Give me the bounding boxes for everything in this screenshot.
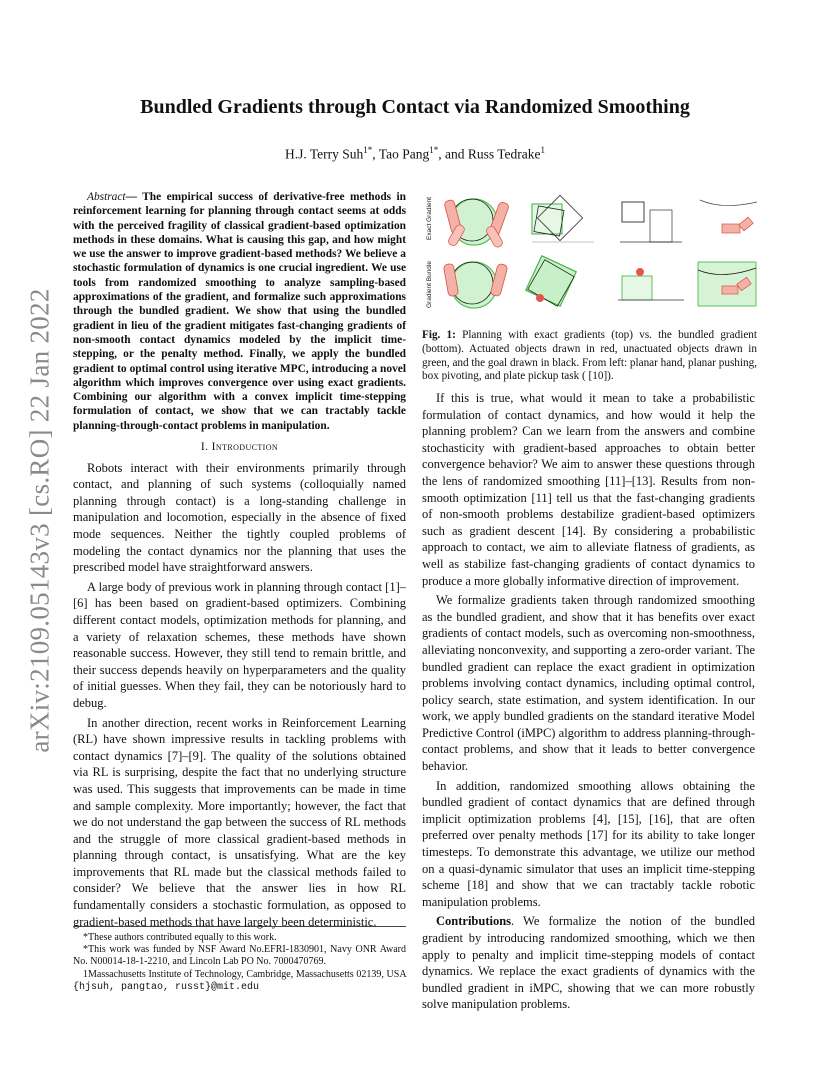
footnote bbox=[73, 969, 406, 994]
author-name: Russ Tedrake bbox=[467, 146, 541, 162]
author-separator: , bbox=[372, 146, 379, 162]
body-paragraph: We formalize gradients taken through randomized smoothing as the bundled gradient, and show that it has benefits over exact gradients of contact models, such as overcoming non-smoothness, alleviating nonconvexity, and supporting a zero-order variant. The bundled gradient can replace the exact gradient in optimization problems involving contact dynamics, including optimal control, policy search, state estimation, and system identification. In our work, we apply bundled gradients on the standard iterative Model Predictive Control (iMPC) algorithm to address planning-through-contact problems, and show that it leads to better convergence behavior. bbox=[422, 593, 755, 774]
arxiv-stamp bbox=[20, 287, 60, 753]
author-name: H.J. Terry Suh bbox=[284, 146, 364, 162]
footnote: *These authors contributed equally to this work. bbox=[83, 932, 277, 943]
footnote-affiliation: 1Massachusetts Institute of Technology, Cambridge, Massachusetts 02139, USA bbox=[83, 968, 406, 980]
footnote: *This work was funded by NSF Award No.EFRI-1830901, Navy ONR Award No. N00014-18-1-2210, and Lincoln Lab PO No. 7000470769. bbox=[73, 944, 406, 968]
section-heading-introduction: I. Introduction bbox=[200, 441, 279, 454]
right-column bbox=[422, 328, 755, 1016]
figure-1-caption-text: Planning with exact gradients (top) vs. the bundled gradient (bottom). Actuated objects drawn in red, unactuated objects drawn in green, and the goal drawn in black. From left: planar hand, planar pushing, box pivoting, and plate pickup task ( [10]). bbox=[422, 329, 757, 383]
panel-planar-hand-exact bbox=[444, 199, 510, 249]
footnote-email: {hjsuh, pangtao, russt}@mit.edu bbox=[73, 981, 260, 993]
row-label-exact: Exact Gradient bbox=[426, 197, 433, 240]
body-paragraph: If this is true, what would it mean to take a probabilistic formulation of contact dynamics, and how would it help the planning problem? Can we learn from the answers and combine stochasticity with gradient-based approaches to obtain better convergence behavior? We aim to answer these questions through the lens of randomized smoothing [11]–[13]. Results from non-smooth optimization [11] tell us that the fast-changing gradients of non-smooth problems destabilize gradient-based optimizers such as gradient descent [14]. By considering a probabilistic approach to contact, we aim to alleviate flatness of gradients, as well as stabilize fast-changing gradients of contact dynamics to produce a more globally informative direction of improvement. bbox=[422, 391, 755, 588]
abstract bbox=[73, 190, 406, 433]
row-label-bundle: Gradient Bundle bbox=[426, 261, 433, 308]
panel-planar-pushing-bundle bbox=[526, 256, 576, 306]
author-name: Tao Pang bbox=[378, 146, 430, 162]
intro-paragraph: In another direction, recent works in Reinforcement Learning (RL) have shown impressive results in tackling problems with contact dynamics [7]–[9]. The quality of the solutions obtained via RL is surprising, despite the fact that no underlying structure was used. This suggests that improvements can be made in time and sample complexity. More importantly; however, the fact that we do not understand the gap between the success of RL methods and the struggle of more classical gradient-based methods in planning through contact, is unsatisfying. What are the key improvements that RL made but the classical methods failed to consider? We believe that the answer lies in how RL fundamentally considers a stochastic formulation, as opposed to gradient-based methods that have largely been deterministic. bbox=[73, 715, 406, 929]
author-list bbox=[90, 145, 740, 163]
figure-1-graphic bbox=[422, 190, 762, 318]
intro-paragraph: Robots interact with their environments primarily through contact, and planning of such systems (colloquially named planning through contact) is a long-standing challenge in manipulation and locomotion, especially in the absence of fixed mode sequences. Neither the tightly coupled problems of modeling the contact dynamics nor the planning that uses the prescribed model have straightforward answers. bbox=[73, 460, 406, 575]
arxiv-stamp-text: arXiv:2109.05143v3 [cs.RO] 22 Jan 2022 bbox=[24, 287, 55, 753]
footnotes bbox=[73, 926, 406, 994]
author-separator: , and bbox=[438, 146, 468, 162]
panel-plate-pickup-bundle bbox=[698, 262, 756, 306]
contributions-text: . We formalize the notion of the bundled gradient by introducing randomized smoothing, which we then apply to penalty and implicit time-stepping models of contact dynamics. We replace the exact gradients of dynamics with the bundled gradient in iMPC, showing that we can more robustly solve manipulation problems. bbox=[422, 914, 755, 1012]
panel-pivot-goal-exact bbox=[620, 202, 682, 242]
abstract-label: Abstract bbox=[87, 191, 126, 203]
author-affiliation-mark: 1* bbox=[363, 145, 373, 155]
figure-1-caption-label: Fig. 1: bbox=[422, 329, 456, 341]
panel-planar-hand-bundle bbox=[443, 262, 508, 308]
body-paragraph: In addition, randomized smoothing allows obtaining the bundled gradient of contact dynamics that are defined through implicit optimization problems [4], [15], [16], that are often preferred over penalty methods [17] for its ability to take longer timesteps. To demonstrate this advantage, we utilize our method on a quasi-dynamic simulator that uses an implicit time-stepping scheme [18] and show that we can tractably tackle robotic manipulation problems. bbox=[422, 778, 755, 909]
abstract-text: — The empirical success of derivative-free methods in reinforcement learning for planning through contact seems at odds with the perceived fragility of classical gradient-based optimization methods in these domains. What is causing this gap, and how might we use the answer to improve gradient-based methods? We believe a stochastic formulation of dynamics is one crucial ingredient. We use tools from randomized smoothing to analyze sampling-based approximations of the gradient, and formalize such approximations through the bundled gradient. We show that using the bundled gradient in lieu of the gradient mitigates fast-changing gradients of non-smooth contact dynamics modeled by the implicit time-stepping, or the penalty method. Finally, we apply the bundled gradient to optimal control using iterative MPC, introducing a novel algorithm which improves convergence over using exact gradients. Combining our algorithm with a convex implicit time-stepping formulation of contact, we show that we can tractably tackle planning-through-contact problems in manipulation. bbox=[73, 191, 406, 432]
panel-box-pivoting-bundle bbox=[618, 268, 684, 300]
left-column bbox=[73, 190, 406, 933]
paper-title: Bundled Gradients through Contact via Randomized Smoothing bbox=[140, 96, 690, 118]
panel-planar-pushing-exact bbox=[532, 204, 564, 236]
author-affiliation-mark: 1 bbox=[540, 145, 546, 155]
figure-1 bbox=[422, 190, 762, 318]
intro-paragraph: A large body of previous work in planning through contact [1]–[6] has been based on gradient-based optimizers. Combining different contact models, optimization methods for planning, and a variety of relaxation schemes, these methods have shown reasonable success. However, they still tend to remain brittle, and their success depends heavily on hyperparameters and the quality of initial guesses. When they fail, they can be notoriously hard to debug. bbox=[73, 579, 406, 710]
panel-plate-pickup-exact bbox=[700, 200, 757, 233]
contributions-label: Contributions bbox=[436, 914, 512, 929]
contributions-paragraph bbox=[422, 913, 755, 1013]
author-affiliation-mark: 1* bbox=[429, 145, 439, 155]
